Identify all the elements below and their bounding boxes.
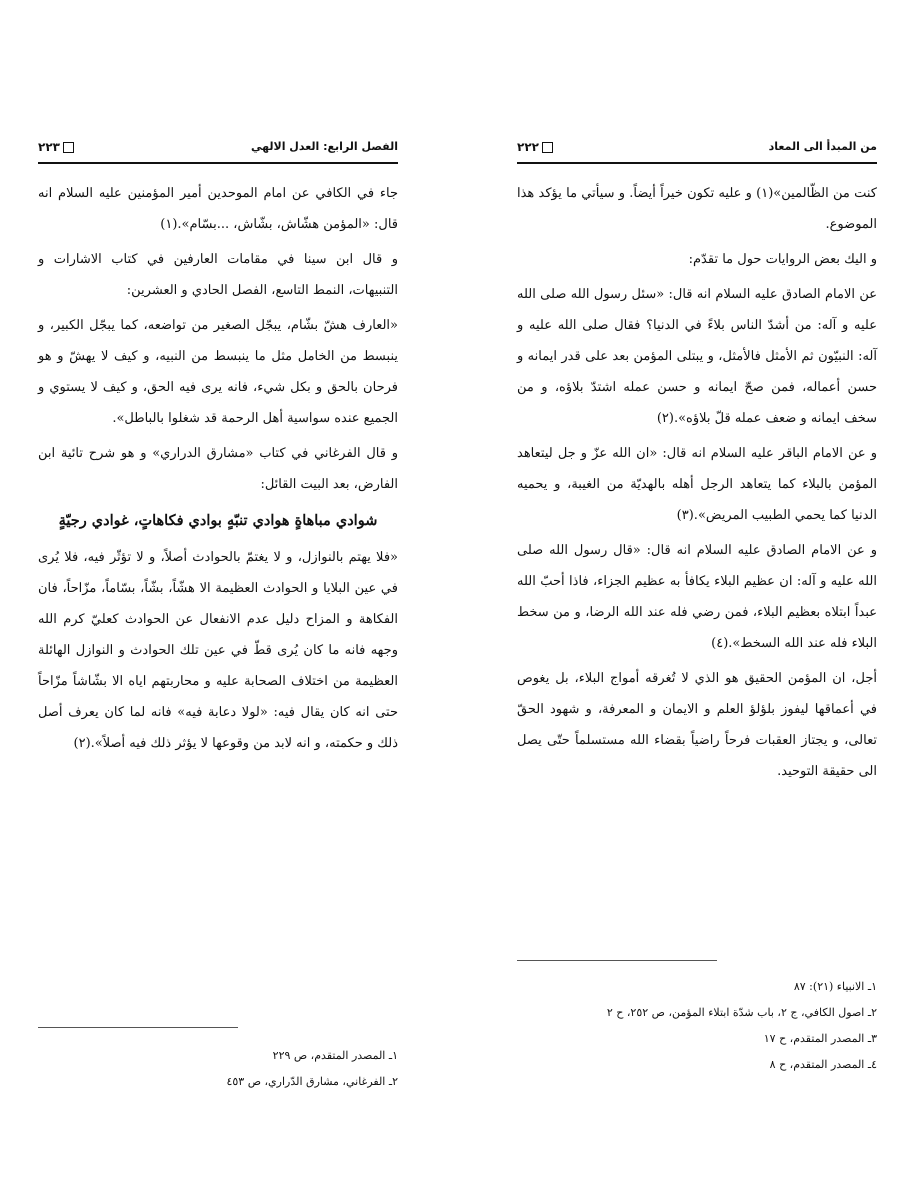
- page-marker-box-icon: [63, 142, 74, 153]
- right-paragraph-2: و اليك بعض الروايات حول ما تقدّم:: [688, 252, 877, 267]
- left-page-number: [38, 140, 74, 154]
- left-footnote-rule: [38, 1027, 238, 1028]
- left-paragraph-4: و قال الفرغاني في كتاب «مشارق الدراري» و هو شرح تائية ابن الفارض، بعد البيت القائل:: [38, 446, 398, 492]
- right-footnote-1: ١ـ الانبياء (٢١): ٨٧: [793, 980, 877, 993]
- left-chapter-title: الفصل الرابع: العدل الالهي: [250, 140, 398, 153]
- left-page-number-text: ۲۲۳: [38, 140, 60, 154]
- right-page-number-text: ۲۲۲: [517, 140, 539, 154]
- right-page-number: [517, 140, 553, 154]
- right-paragraph-1: كنت من الظّالمين»(١) و عليه تكون خيراً أيضاً. و سيأتي ما يؤكد هذا الموضوع.: [517, 186, 877, 232]
- left-paragraph-5: «فلا يهتم بالنوازل، و لا يغتمّ بالحوادث أصلاً، و لا تؤثّر فيه، فلا يُرى في عين البلايا و الحوادث العظيمة الا هشّاً، بشّاً، بسّاماً، مزّاحاً، فان الفكاهة و المزاح دليل عدم الانفعال عن الحوادث كعليّ كرم الله وجهه فانه ما كان يُرى قطّ في عين تلك الحوادث و النوازل الهائلة العظيمة من اختلاف الصحابة عليه و محاربتهم اياه الا بشّاشاً مزّاحاً حتى انه كان يقال فيه: «لولا دعابة فيه» فانه لما كان يعرف أصل ذلك و حكمته، و انه لابد من وقوعها لا يؤثر ذلك فيه أصلاً».(٢): [38, 550, 398, 751]
- right-footnote-4: ٤ـ المصدر المتقدم، ح ٨: [769, 1058, 877, 1071]
- right-footnote-3: ٣ـ المصدر المتقدم، ح ١٧: [763, 1032, 877, 1045]
- left-footnote-1: ١ـ المصدر المتقدم، ص ٢٢٩: [272, 1049, 398, 1062]
- right-paragraph-3: عن الامام الصادق عليه السلام انه قال: «سئل رسول الله صلى الله عليه و آله: من أشدّ الناس بلاءً في الدنيا؟ فقال صلى الله عليه و آله: النبيّون ثم الأمثل فالأمثل، و يبتلى المؤمن بعد على قدر ايمانه و حسن أعماله، فمن صحّ ايمانه و حسن عمله اشتدّ بلاؤه، و من سخف ايمانه و ضعف عمله قلّ بلاؤه».(٢): [517, 287, 877, 426]
- right-paragraph-6: أجل، ان المؤمن الحقيق هو الذي لا تُغرقه أمواج البلاء، بل يغوص في أعماقها ليفوز بلؤلؤ العلم و الايمان و المعرفة، و شهود الحقّ تعالى، و يجتاز العقبات فرحاً راضياً بقضاء الله مستسلماً حتّى يصل الى حقيقة التوحيد.: [517, 671, 877, 779]
- right-footnote-rule: [517, 960, 717, 961]
- right-footnote-2: ٢ـ اصول الكافي، ج ٢، باب شدّة ابتلاء المؤمن، ص ٢٥٢، ح ٢: [606, 1006, 877, 1019]
- right-page: [517, 0, 877, 1200]
- left-paragraph-1: جاء في الكافي عن امام الموحدين أمير المؤمنين عليه السلام انه قال: «المؤمن هشّاش، بشّاش، ...بسّام».(١): [38, 186, 398, 232]
- left-paragraph-3: «العارف هشّ بشّام، يبجّل الصغير من تواضعه، كما يبجّل الكبير، و ينبسط من الخامل مثل ما ينبسط من النبيه، و كيف لا يهشّ و هو فرحان بالحق و بكل شيء، فانه يرى فيه الحق، و كيف لا يستوي و الجميع عنده سواسية أهل الرحمة قد شغلوا بالباطل».: [38, 318, 398, 426]
- right-page-body: [517, 178, 877, 787]
- left-page: [38, 0, 398, 1200]
- right-book-title: من المبدأ الى المعاد: [768, 140, 877, 153]
- left-page-body: [38, 178, 398, 759]
- left-paragraph-2: و قال ابن سينا في مقامات العارفين في كتاب الاشارات و التنبيهات، النمط التاسع، الفصل الحادي و العشرين:: [38, 252, 398, 298]
- left-footnotes: [38, 1043, 398, 1095]
- left-footnote-2: ٢ـ الفرغاني، مشارق الدّراري، ص ٤٥٣: [226, 1075, 398, 1088]
- page-marker-box-icon: [542, 142, 553, 153]
- left-page-header: [38, 140, 398, 164]
- poem-verse: شوادي مباهاةٍ هوادي تنبّهٍ بوادي فكاهاتٍ، غوادي رجيّةٍ: [58, 512, 378, 529]
- right-page-header: [517, 140, 877, 164]
- right-paragraph-4: و عن الامام الباقر عليه السلام انه قال: «ان الله عزّ و جل ليتعاهد المؤمن بالبلاء كما يتعاهد الرجل أهله بالهديّة من الغيبة، و يحميه الدنيا كما يحمي الطبيب المريض».(٣): [517, 446, 877, 523]
- right-footnotes: [517, 974, 877, 1078]
- right-paragraph-5: و عن الامام الصادق عليه السلام انه قال: «قال رسول الله صلى الله عليه و آله: ان عظيم البلاء يكافأ به عظيم الجزاء، فاذا أحبّ الله عبداً ابتلاه بعظيم البلاء، فمن رضي فله عند الله الرضا، و من سخط البلاء فله عند الله السخط».(٤): [517, 543, 877, 651]
